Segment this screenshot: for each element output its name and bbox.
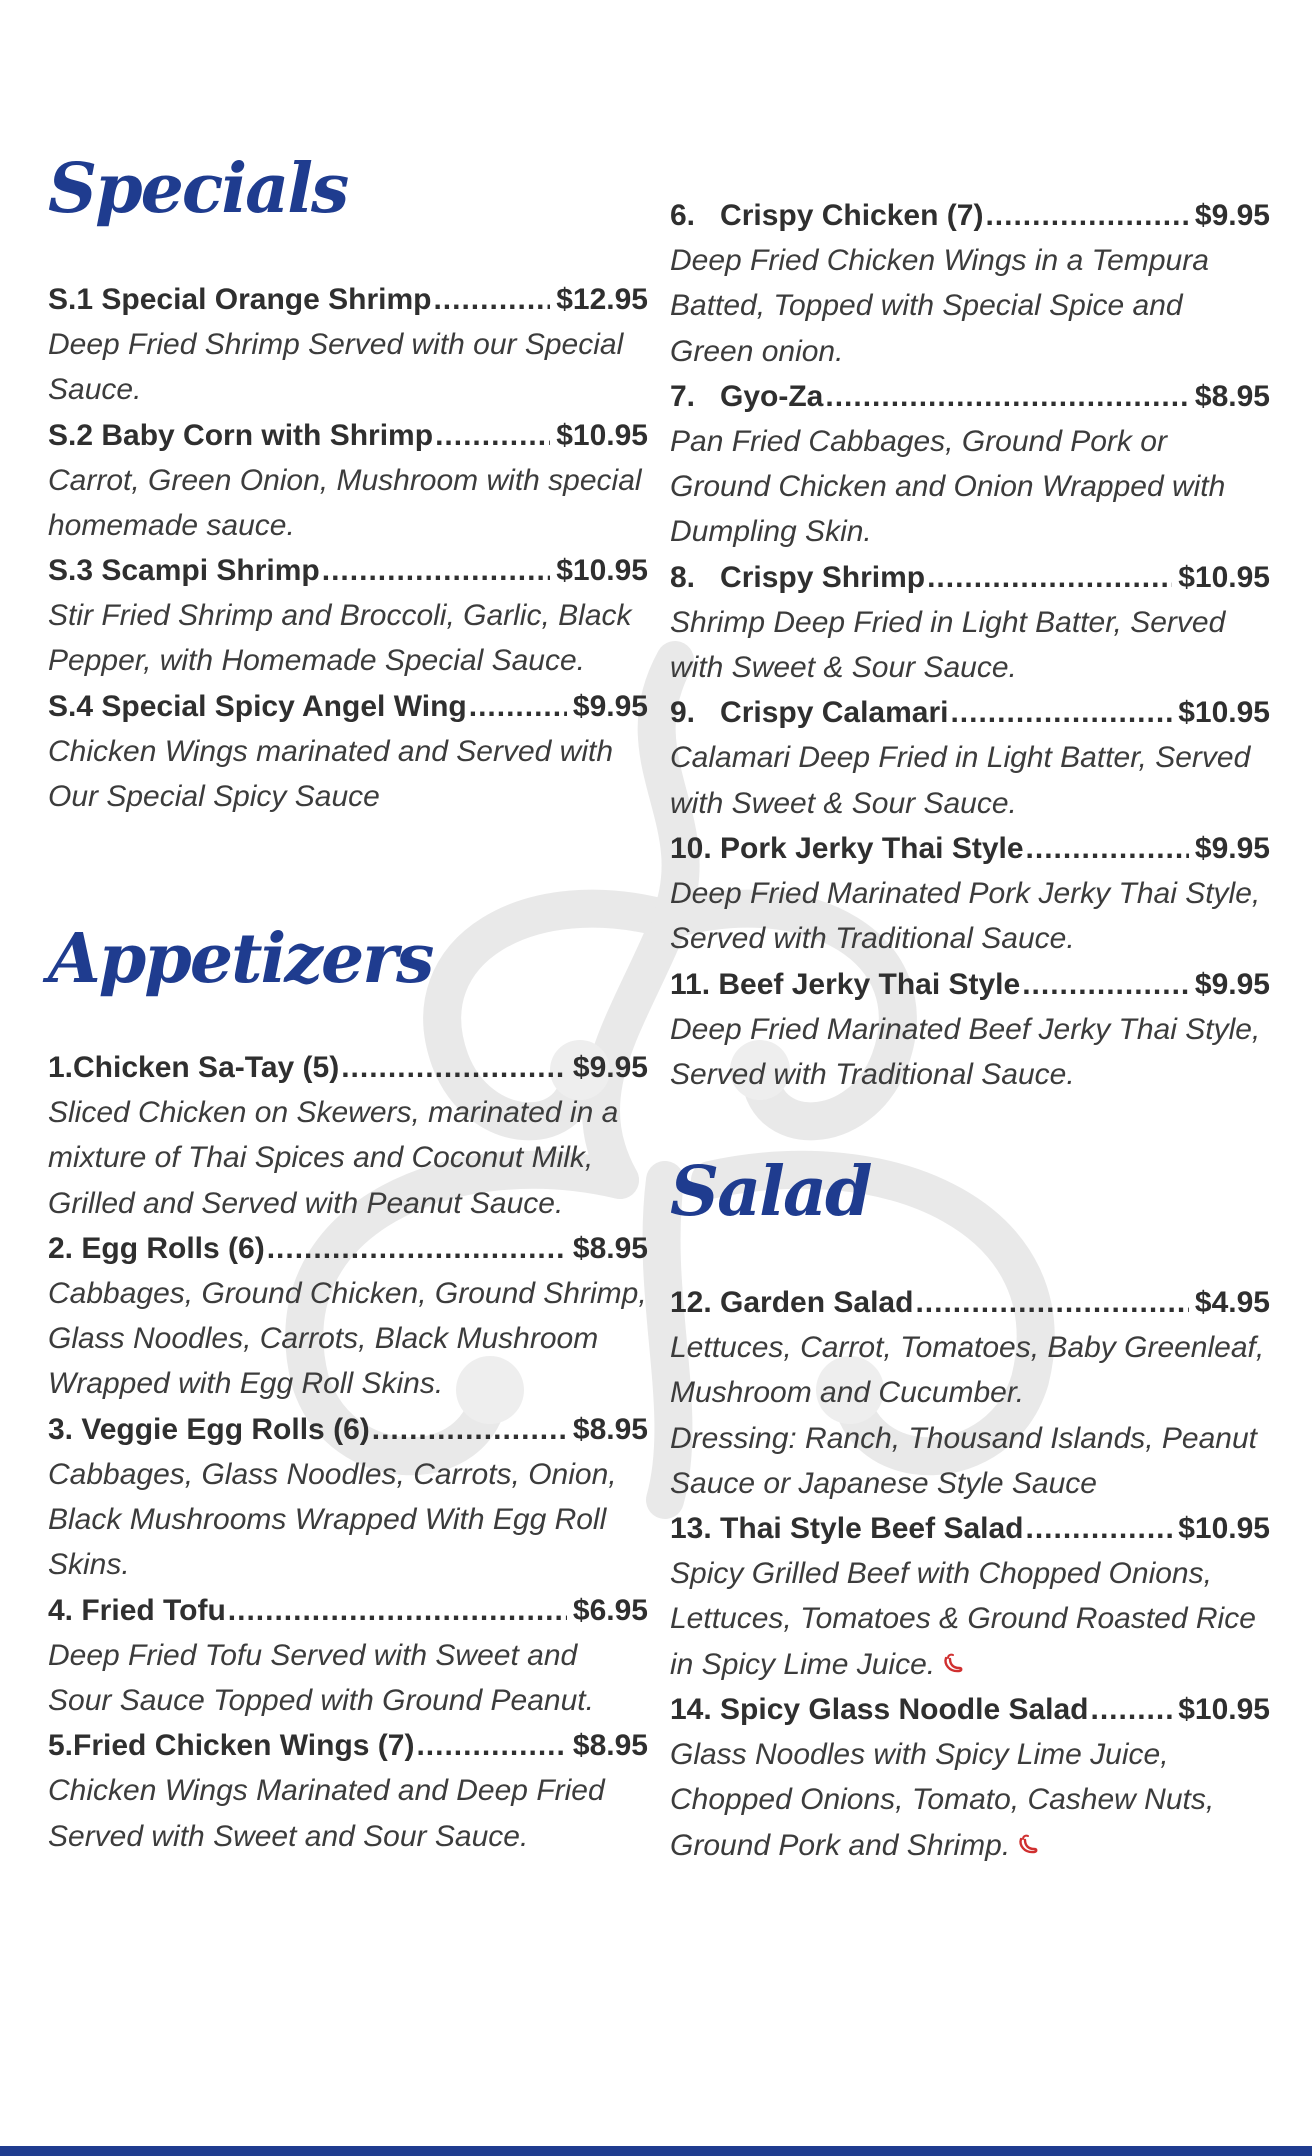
item-description: Sliced Chicken on Skewers, marinated in a mixture of Thai Spices and Coconut Milk, Grilled and Served with Peanut Sauce. — [48, 1096, 619, 1220]
menu-item — [670, 826, 1270, 962]
item-price: $10.95 — [1178, 696, 1270, 730]
dressing-options: Dressing: Ranch, Thousand Islands, Peanut Sauce or Japanese Style Sauce — [670, 1421, 1258, 1500]
menu-item — [670, 690, 1270, 826]
dot-leader — [322, 548, 550, 593]
item-price: $12.95 — [556, 283, 648, 316]
item-description: Glass Noodles with Spicy Lime Juice, Chopped Onions, Tomato, Cashew Nuts, Ground Pork and Shrimp. — [670, 1738, 1215, 1862]
menu-item — [48, 1045, 648, 1226]
item-description: Stir Fried Shrimp and Broccoli, Garlic, Black Pepper, with Homemade Special Sauce. — [48, 599, 632, 678]
dot-leader — [435, 413, 550, 458]
item-price: $4.95 — [1194, 1286, 1270, 1319]
item-description: Spicy Grilled Beef with Chopped Onions, Lettuces, Tomatoes & Ground Roasted Rice in Spicy Lime Juice. — [670, 1557, 1256, 1681]
appetizers-heading: Appetizers — [48, 919, 433, 999]
item-price: $8.95 — [572, 1231, 648, 1265]
item-description: Lettuces, Carrot, Tomatoes, Baby Greenleaf, Mushroom and Cucumber. — [670, 1331, 1265, 1410]
item-description: Calamari Deep Fried in Light Batter, Served with Sweet & Sour Sauce. — [670, 741, 1251, 820]
salad-section — [670, 1280, 1270, 1868]
menu-item — [48, 277, 648, 413]
menu-item — [48, 413, 648, 549]
item-name: 7. Gyo-Za — [670, 379, 824, 413]
item-name: 14. Spicy Glass Noodle Salad — [670, 1693, 1089, 1727]
specials-section — [48, 277, 648, 819]
item-description: Pan Fried Cabbages, Ground Pork or Ground Chicken and Onion Wrapped with Dumpling Skin. — [670, 424, 1226, 549]
menu-item — [670, 962, 1270, 1098]
item-name: 3. Veggie Egg Rolls (6) — [48, 1412, 370, 1446]
item-price: $9.95 — [1194, 967, 1270, 1001]
item-name: 10. Pork Jerky Thai Style — [670, 831, 1024, 865]
item-price: $9.95 — [1194, 199, 1270, 232]
menu-item — [670, 1506, 1270, 1687]
salad-heading: Salad — [670, 1152, 871, 1232]
dot-leader — [1022, 962, 1189, 1007]
dot-leader — [433, 277, 550, 322]
item-name: S.3 Scampi Shrimp — [48, 554, 320, 588]
menu-item — [48, 548, 648, 684]
dot-leader — [927, 555, 1172, 600]
dot-leader — [372, 1407, 567, 1452]
item-name: 4. Fried Tofu — [48, 1593, 226, 1627]
item-description-wrap — [670, 1551, 1270, 1687]
dot-leader — [825, 374, 1189, 419]
item-price: $10.95 — [1178, 560, 1270, 594]
item-price: $8.95 — [572, 1412, 648, 1446]
menu-item — [48, 1407, 648, 1588]
dot-leader — [1091, 1687, 1173, 1732]
item-description: Shrimp Deep Fried in Light Batter, Served with Sweet & Sour Sauce. — [670, 605, 1226, 685]
menu-item — [670, 374, 1270, 555]
dot-leader — [267, 1226, 567, 1271]
item-price: $10.95 — [556, 554, 648, 588]
item-name: 2. Egg Rolls (6) — [48, 1231, 265, 1265]
item-price: $8.95 — [1194, 379, 1270, 413]
item-name: 11. Beef Jerky Thai Style — [670, 967, 1021, 1001]
item-description: Carrot, Green Onion, Mushroom with special homemade sauce. — [48, 463, 642, 542]
item-description: Deep Fried Chicken Wings in a Tempura Batted, Topped with Special Spice and Green onion. — [670, 244, 1209, 368]
dot-leader — [950, 690, 1172, 735]
item-price: $10.95 — [1178, 1512, 1270, 1546]
item-price: $6.95 — [572, 1593, 648, 1627]
item-price: $9.95 — [1194, 831, 1270, 865]
item-name: 13. Thai Style Beef Salad — [670, 1512, 1024, 1546]
dot-leader — [1026, 826, 1189, 871]
dot-leader — [469, 684, 567, 729]
menu-item — [670, 1687, 1270, 1868]
dot-leader — [915, 1280, 1188, 1325]
item-name: S.2 Baby Corn with Shrimp — [48, 418, 434, 452]
menu-item — [48, 684, 648, 820]
menu-item — [670, 193, 1270, 374]
dot-leader — [1025, 1506, 1172, 1551]
menu-item — [48, 1723, 648, 1859]
dot-leader — [228, 1588, 567, 1633]
item-description: Chicken Wings Marinated and Deep Fried Served with Sweet and Sour Sauce. — [48, 1774, 605, 1853]
specials-heading: Specials — [48, 149, 348, 229]
item-price: $9.95 — [572, 1051, 648, 1084]
item-name: S.1 Special Orange Shrimp — [48, 283, 432, 316]
appetizers-section-left — [48, 1045, 648, 1859]
item-price: $9.95 — [572, 689, 648, 723]
item-name: 8. Crispy Shrimp — [670, 560, 926, 594]
item-price: $8.95 — [572, 1729, 648, 1763]
item-description-wrap — [670, 1732, 1270, 1868]
item-name: 5.Fried Chicken Wings (7) — [48, 1729, 415, 1763]
menu-item — [48, 1588, 648, 1724]
item-price: $10.95 — [1178, 1693, 1270, 1727]
item-name: 9. Crispy Calamari — [670, 696, 949, 730]
dot-leader — [985, 193, 1188, 238]
item-name: 6. Crispy Chicken (7) — [670, 199, 984, 232]
chili-pepper-icon — [941, 1652, 965, 1676]
item-description: Deep Fried Shrimp Served with our Special Sauce. — [48, 328, 624, 407]
item-description: Cabbages, Glass Noodles, Carrots, Onion, Black Mushrooms Wrapped With Egg Roll Skins. — [48, 1457, 617, 1582]
item-description: Deep Fried Tofu Served with Sweet and Sour Sauce Topped with Ground Peanut. — [48, 1638, 594, 1717]
item-description: Cabbages, Ground Chicken, Ground Shrimp, Glass Noodles, Carrots, Black Mushroom Wrapped with Egg Roll Skins. — [48, 1276, 647, 1401]
footer-bar — [0, 2146, 1312, 2156]
menu-item — [48, 1226, 648, 1407]
item-description: Deep Fried Marinated Pork Jerky Thai Style, Served with Traditional Sauce. — [670, 876, 1261, 956]
appetizers-section-right — [670, 193, 1270, 1097]
item-price: $10.95 — [556, 418, 648, 452]
item-description: Chicken Wings marinated and Served with Our Special Spicy Sauce — [48, 734, 614, 814]
chili-pepper-icon — [1016, 1833, 1040, 1857]
menu-item — [670, 555, 1270, 691]
item-name: 12. Garden Salad — [670, 1286, 914, 1319]
dot-leader — [341, 1045, 567, 1090]
item-name: S.4 Special Spicy Angel Wing — [48, 689, 467, 723]
item-description: Deep Fried Marinated Beef Jerky Thai Style, Served with Traditional Sauce. — [670, 1012, 1261, 1091]
item-name: 1.Chicken Sa-Tay (5) — [48, 1051, 340, 1084]
dot-leader — [416, 1723, 566, 1768]
menu-item — [670, 1280, 1270, 1506]
